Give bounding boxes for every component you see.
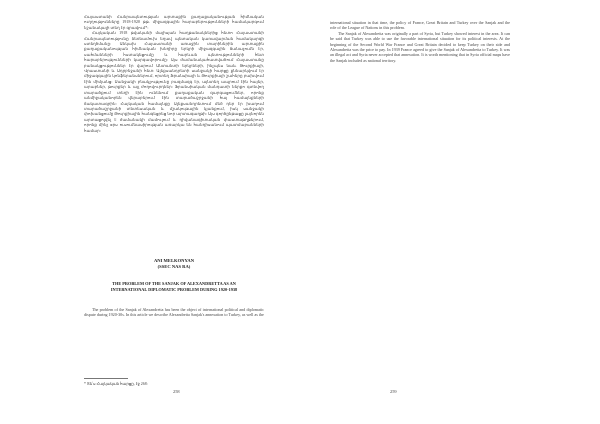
- english-abstract-continued: [330, 20, 510, 63]
- author-block: [84, 258, 264, 270]
- right-page: [300, 0, 600, 424]
- armenian-paragraph-1: Հայաստանի Հանրապետության արտաքին քաղաքականության հիմնական ուղղությունները 1918-1920 թթ. միջազգային հարաբերությունների համակարգում նշանակալի տեղ էր գրավում*:: [84, 14, 264, 30]
- article-title-line-1: THE PROBLEM OF THE SANJAK OF ALEXANDRETTA AS AN: [112, 281, 236, 286]
- author-affiliation: (SSEC NAS RA): [157, 264, 191, 269]
- english-abstract-start: [84, 307, 264, 318]
- armenian-paragraph-2: Հայկական 1918 թվականի մայիսյան հաղթանակներից հետո Հայաստանի Հանրապետությունը ձեռնամուխ եղավ պետական կառավարման համակարգի ստեղծմանը: Անկախ Հայաստանի առաջին տարիներին արտաքին քաղաքականության հիմնական խնդիրը երկրի միջազգային ճանաչումն էր, սահմանների հստակեցումը և հարևան պետությունների հետ հարաբերությունների կարգավորումը: Այս ժամանակահատվածում Հայաստանը բանակցություններ էր վարում Անտանտի երկրների, ինչպես նաև Թուրքիայի, Վրաստանի և Ադրբեջանի հետ: Ալեքսանդրետի սանջակի հարցը քննարկվում էր միջազգային կոնֆերանսներում, որտեղ Ֆրանսիայի և Թուրքիայի շահերը բախվում էին միմյանց: Սանջակի բնակչությունը բազմազգ էր, այնտեղ ապրում էին հայեր, արաբներ, թուրքեր և այլ ժողովուրդներ: Ֆրանսիական մանդատի ներքո գտնվող տարածքում տեղի էին ունենում քաղաքական զարգացումներ, որոնք անմիջականորեն վերաբերում էին տարածաշրջանի հայ համայնքների ճակատագրին: Հայկական համայնքը Ալեքսանդրետում մեծ դեր էր խաղում տարածաշրջանի տնտեսական և մշակութային կյանքում, իսկ սանջակի փոխանցումը Թուրքիային հանգեցրեց նոր արտագաղթի: Այս գործընթացը լայնորեն արտացոլվել է ժամանակի մամուլում և դիվանագիտական փաստաթղթերում, որոնք մինչ օրս ուսումնասիրության առարկա են հանդիսանում պատմաբանների համար:: [84, 30, 264, 133]
- page-number-left: 258: [173, 389, 180, 394]
- footnote-divider: [84, 378, 128, 379]
- footnote: * Տե՛ս Հայկական հարցը, էջ 268:: [84, 382, 148, 386]
- article-title-line-2: INTERNATIONAL DIPLOMATIC PROBLEM DURING 1920-1938: [110, 287, 238, 292]
- english-paragraph-right-1: international situation in that time, the policy of France, Great Britain and Turkey over the Sanjak and the role of the League of Nations in this problem.: [330, 20, 510, 31]
- english-paragraph-right-2: The Sanjak of Alexandretta was originally a part of Syria, but Turkey showed interest in the area. It can be said that Turkey was able to use the favorable international situation for its political interests. At the beginning of the Second World War France and Great Britain decided to keep Turkey on their side and Alexandretta was the price to pay. In 1939 France agreed to give the Sanjak of Alexandretta to Turkey. It was an illegal act and Syria never accepted that annexation. It is worth mentioning that in Syria official maps have the Sanjak included as national territory.: [330, 30, 510, 63]
- armenian-text-block: [84, 14, 264, 133]
- english-paragraph-left: The problem of the Sanjak of Alexandretta has been the object of international political and diplomatic dispute during 1920-30s. In this article we describe Alexandretta Sanjak's annexation to Turkey, as well as the: [84, 307, 264, 318]
- page-number-right: 259: [390, 389, 397, 394]
- author-name: ANI MELKONYAN: [153, 258, 195, 263]
- article-title: [90, 281, 258, 293]
